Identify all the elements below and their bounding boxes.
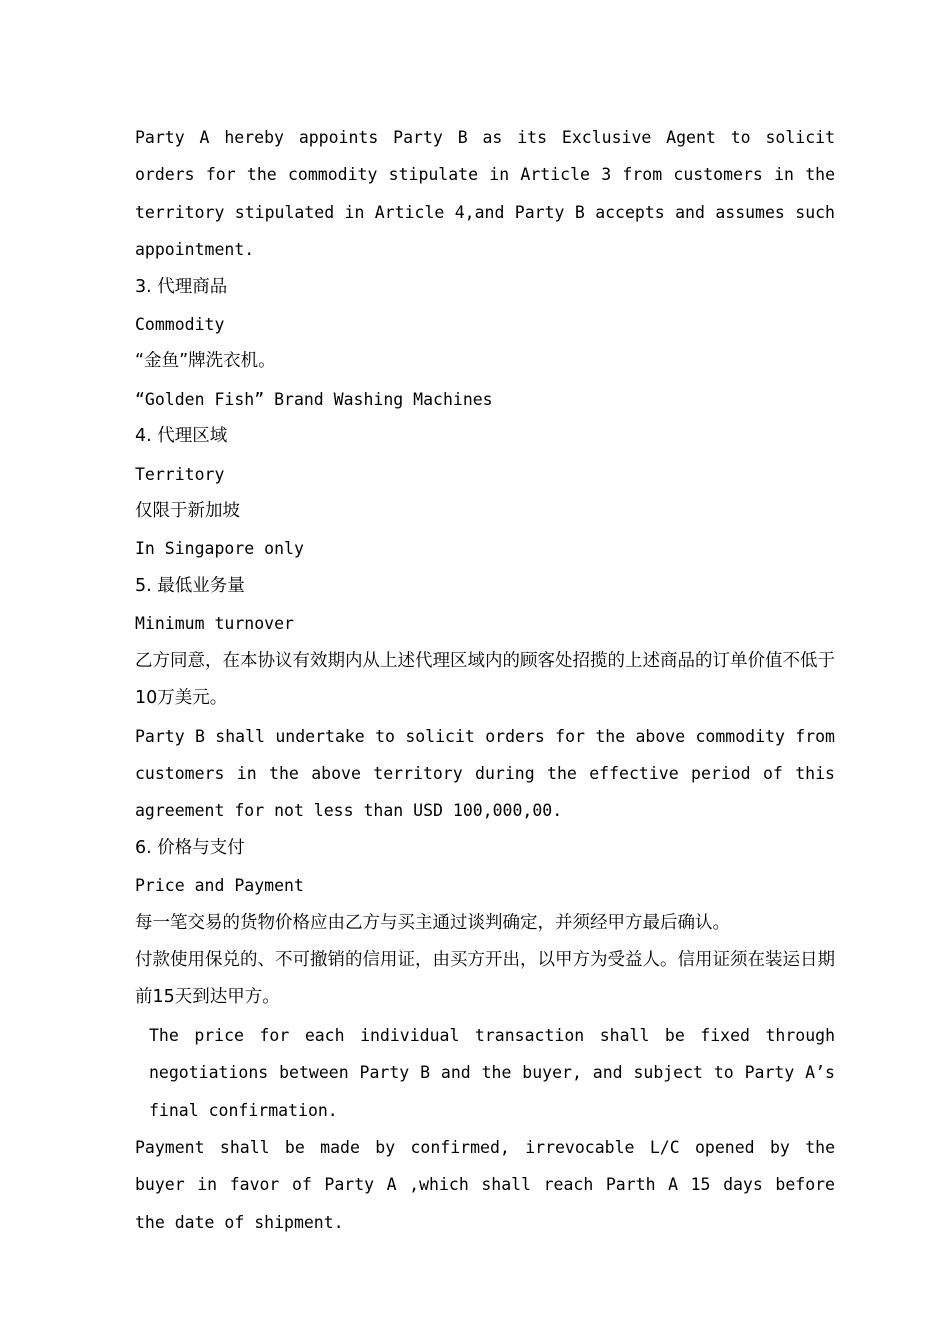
article4-body-english: In Singapore only bbox=[135, 539, 304, 559]
article4-body-chinese: 仅限于新加坡 bbox=[135, 501, 240, 522]
article5-heading-english: Minimum turnover bbox=[135, 614, 294, 634]
article5-heading-chinese: 5. 最低业务量 bbox=[135, 575, 245, 596]
article5-body-english: Party B shall undertake to solicit orders for the above commodity from customers in the above territory during the effective period of this agreement for not less than USD 100,000,00. bbox=[135, 726, 835, 821]
article6-price-chinese: 每一笔交易的货物价格应由乙方与买主通过谈判确定，并须经甲方最后确认。 bbox=[135, 912, 730, 933]
article3-heading-english: Commodity bbox=[135, 315, 225, 335]
article3-heading-chinese: 3. 代理商品 bbox=[135, 276, 228, 297]
article5-body-chinese: 乙方同意，在本协议有效期内从上述代理区域内的顾客处招揽的上述商品的订单价值不低于10万美元。 bbox=[135, 650, 835, 709]
article3-body-english: “Golden Fish” Brand Washing Machines bbox=[135, 389, 493, 409]
article3-body-chinese: “金鱼”牌洗衣机。 bbox=[135, 351, 276, 372]
document-page bbox=[115, 119, 835, 1241]
article2-english-paragraph: Party A hereby appoints Party B as its Exclusive Agent to solicit orders for the commodity stipulate in Article 3 from customers in the territory stipulated in Article 4,and Party B accepts and assumes such appointment. bbox=[135, 128, 835, 260]
article6-heading-english: Price and Payment bbox=[135, 876, 304, 896]
article6-heading-chinese: 6. 价格与支付 bbox=[135, 837, 245, 858]
article4-heading-chinese: 4. 代理区域 bbox=[135, 426, 228, 447]
article6-payment-chinese: 付款使用保兑的、不可撤销的信用证，由买方开出，以甲方为受益人。信用证须在装运日期前15天到达甲方。 bbox=[135, 949, 835, 1008]
article6-price-english: The price for each individual transaction shall be fixed through negotiations between Party B and the buyer, and subject to Party A’s final confirmation. bbox=[149, 1025, 835, 1120]
article6-payment-english: Payment shall be made by confirmed, irrevocable L/C opened by the buyer in favor of Party A ,which shall reach Parth A 15 days before the date of shipment. bbox=[135, 1137, 835, 1232]
article4-heading-english: Territory bbox=[135, 464, 225, 484]
